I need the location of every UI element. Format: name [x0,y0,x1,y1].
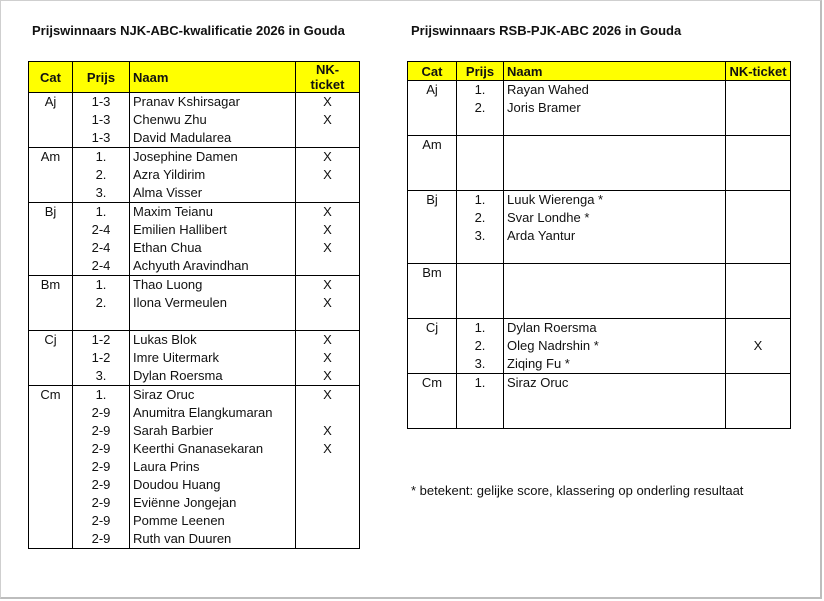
cell-prijs: 1-2 [73,331,130,350]
cell-prijs: 2. [457,99,504,117]
cell-prijs: 2-4 [73,221,130,239]
cell-prijs [457,136,504,155]
header-prijs: Prijs [457,62,504,81]
cell-naam: Sarah Barbier [130,422,296,440]
table-row [29,476,360,494]
table-row [408,282,791,300]
cell-ticket: X [296,294,360,312]
cell-ticket [726,392,791,410]
table-row [408,374,791,393]
cell-ticket: X [296,166,360,184]
table-row [408,410,791,429]
cell-naam: Ruth van Duuren [130,530,296,549]
cell-ticket [726,227,791,245]
table-row [408,319,791,338]
cell-prijs: 1. [73,203,130,222]
table-row [29,331,360,350]
right-table-title: Prijswinnaars RSB-PJK-ABC 2026 in Gouda [411,23,682,38]
cell-prijs [457,117,504,136]
cell-cat: Cm [408,374,457,429]
table-row [408,300,791,319]
cell-naam: Arda Yantur [504,227,726,245]
cell-ticket: X [726,337,791,355]
header-ticket: NK-ticket [726,62,791,81]
cell-prijs: 3. [73,367,130,386]
cell-ticket [726,300,791,319]
cell-naam: Chenwu Zhu [130,111,296,129]
cell-naam [504,282,726,300]
cell-ticket [296,494,360,512]
cell-naam [504,410,726,429]
cell-prijs: 2-9 [73,440,130,458]
cell-ticket [296,476,360,494]
cell-prijs: 2-4 [73,239,130,257]
header-row [29,62,360,93]
table-row [408,245,791,264]
table-row [29,184,360,203]
cell-prijs: 2. [73,166,130,184]
cell-naam [504,245,726,264]
table-row [408,355,791,374]
cell-cat: Aj [29,93,73,148]
cell-prijs: 1-3 [73,129,130,148]
cell-cat: Bm [29,276,73,331]
cell-prijs: 2-9 [73,494,130,512]
cell-naam: Rayan Wahed [504,81,726,100]
cell-prijs [457,154,504,172]
cell-cat: Am [408,136,457,191]
cell-naam [504,154,726,172]
table-row [29,312,360,331]
cell-prijs: 2-9 [73,404,130,422]
cell-ticket [296,312,360,331]
table-row [29,257,360,276]
cell-cat: Bj [29,203,73,276]
cell-prijs: 1-2 [73,349,130,367]
cell-cat: Cj [408,319,457,374]
cell-naam: Luuk Wierenga * [504,191,726,210]
cell-ticket [726,154,791,172]
table-row [408,337,791,355]
cell-naam: Svar Londhe * [504,209,726,227]
cell-cat: Cm [29,386,73,549]
cell-naam: Josephine Damen [130,148,296,167]
table-row [29,294,360,312]
cell-ticket [726,410,791,429]
cell-prijs: 3. [457,227,504,245]
table-row [29,148,360,167]
cell-ticket [726,245,791,264]
table-row [29,239,360,257]
cell-ticket [296,184,360,203]
table-row [29,386,360,405]
cell-cat: Cj [29,331,73,386]
table-row [29,367,360,386]
cell-ticket: X [296,93,360,112]
table-row [29,458,360,476]
cell-naam: Azra Yildirim [130,166,296,184]
table-row [29,111,360,129]
table-row [408,81,791,100]
cell-naam [504,300,726,319]
table-row [29,404,360,422]
cell-prijs: 2-9 [73,512,130,530]
cell-prijs: 1. [73,386,130,405]
table-row [408,136,791,155]
cell-prijs: 1. [457,319,504,338]
table-row [29,221,360,239]
left-table-title: Prijswinnaars NJK-ABC-kwalificatie 2026 in Gouda [32,23,345,38]
table-row [29,203,360,222]
header-naam: Naam [504,62,726,81]
footnote: * betekent: gelijke score, klassering op onderling resultaat [411,483,744,498]
cell-ticket [726,117,791,136]
cell-naam: Keerthi Gnanasekaran [130,440,296,458]
cell-naam: Pranav Kshirsagar [130,93,296,112]
cell-ticket: X [296,440,360,458]
cell-ticket: X [296,386,360,405]
cell-prijs: 1. [457,374,504,393]
cell-prijs: 2-9 [73,458,130,476]
cell-ticket [726,355,791,374]
table-row [29,166,360,184]
cell-naam [130,312,296,331]
cell-naam: Ilona Vermeulen [130,294,296,312]
cell-naam: Laura Prins [130,458,296,476]
cell-naam: Lukas Blok [130,331,296,350]
cell-ticket: X [296,422,360,440]
table-row [408,264,791,283]
cell-prijs: 1. [457,81,504,100]
cell-naam: Siraz Oruc [130,386,296,405]
cell-ticket: X [296,111,360,129]
cell-prijs: 2-4 [73,257,130,276]
cell-naam: Achyuth Aravindhan [130,257,296,276]
cell-naam: Pomme Leenen [130,512,296,530]
cell-ticket [726,136,791,155]
cell-naam: David Madularea [130,129,296,148]
cell-prijs [457,264,504,283]
cell-naam: Dylan Roersma [130,367,296,386]
cell-prijs: 1. [73,276,130,295]
cell-ticket [296,257,360,276]
cell-cat: Bj [408,191,457,264]
cell-prijs [457,300,504,319]
cell-prijs [457,392,504,410]
cell-prijs: 1. [457,191,504,210]
table-row [408,191,791,210]
cell-ticket [726,374,791,393]
table-row [408,154,791,172]
cell-prijs: 2. [73,294,130,312]
njk-results-table [28,61,360,549]
cell-prijs: 3. [457,355,504,374]
cell-prijs [457,245,504,264]
cell-prijs [457,410,504,429]
cell-naam: Emilien Hallibert [130,221,296,239]
cell-cat: Am [29,148,73,203]
cell-naam [504,392,726,410]
cell-ticket: X [296,367,360,386]
table-row [408,227,791,245]
cell-naam: Imre Uitermark [130,349,296,367]
cell-ticket [726,172,791,191]
cell-ticket [296,458,360,476]
cell-naam [504,264,726,283]
cell-prijs: 2-9 [73,530,130,549]
cell-ticket [726,81,791,100]
cell-prijs: 2. [457,337,504,355]
cell-ticket [726,282,791,300]
rsb-results-table [407,61,791,429]
table-row [29,276,360,295]
cell-ticket [296,404,360,422]
cell-prijs: 3. [73,184,130,203]
cell-prijs: 1-3 [73,111,130,129]
table-row [408,172,791,191]
table-row [408,392,791,410]
cell-cat: Aj [408,81,457,136]
table-row [29,129,360,148]
cell-ticket: X [296,148,360,167]
table-row [408,99,791,117]
cell-cat: Bm [408,264,457,319]
cell-naam: Joris Bramer [504,99,726,117]
table-row [29,422,360,440]
cell-naam: Oleg Nadrshin * [504,337,726,355]
table-row [29,512,360,530]
cell-naam [504,172,726,191]
cell-naam: Siraz Oruc [504,374,726,393]
header-cat: Cat [29,62,73,93]
cell-ticket [726,319,791,338]
cell-prijs: 2. [457,209,504,227]
table-row [29,530,360,549]
cell-prijs [73,312,130,331]
table-row [29,93,360,112]
table-row [29,440,360,458]
header-row [408,62,791,81]
table-row [408,117,791,136]
cell-ticket: X [296,221,360,239]
cell-naam: Maxim Teianu [130,203,296,222]
header-ticket: NK-ticket [296,62,360,93]
table-row [29,494,360,512]
cell-prijs: 1. [73,148,130,167]
cell-ticket: X [296,239,360,257]
cell-ticket: X [296,203,360,222]
cell-naam [504,136,726,155]
cell-naam: Ethan Chua [130,239,296,257]
cell-naam: Anumitra Elangkumaran [130,404,296,422]
cell-naam: Alma Visser [130,184,296,203]
cell-ticket: X [296,276,360,295]
cell-naam: Thao Luong [130,276,296,295]
header-cat: Cat [408,62,457,81]
header-prijs: Prijs [73,62,130,93]
cell-ticket [296,129,360,148]
cell-prijs: 1-3 [73,93,130,112]
header-naam: Naam [130,62,296,93]
cell-ticket [726,99,791,117]
cell-naam [504,117,726,136]
cell-ticket [296,512,360,530]
table-row [29,349,360,367]
cell-ticket [726,209,791,227]
cell-ticket: X [296,349,360,367]
cell-ticket [296,530,360,549]
cell-naam: Eviënne Jongejan [130,494,296,512]
cell-prijs [457,282,504,300]
cell-ticket: X [296,331,360,350]
cell-ticket [726,264,791,283]
cell-prijs: 2-9 [73,476,130,494]
cell-naam: Doudou Huang [130,476,296,494]
table-row [408,209,791,227]
cell-naam: Dylan Roersma [504,319,726,338]
cell-naam: Ziqing Fu * [504,355,726,374]
cell-prijs [457,172,504,191]
cell-ticket [726,191,791,210]
cell-prijs: 2-9 [73,422,130,440]
